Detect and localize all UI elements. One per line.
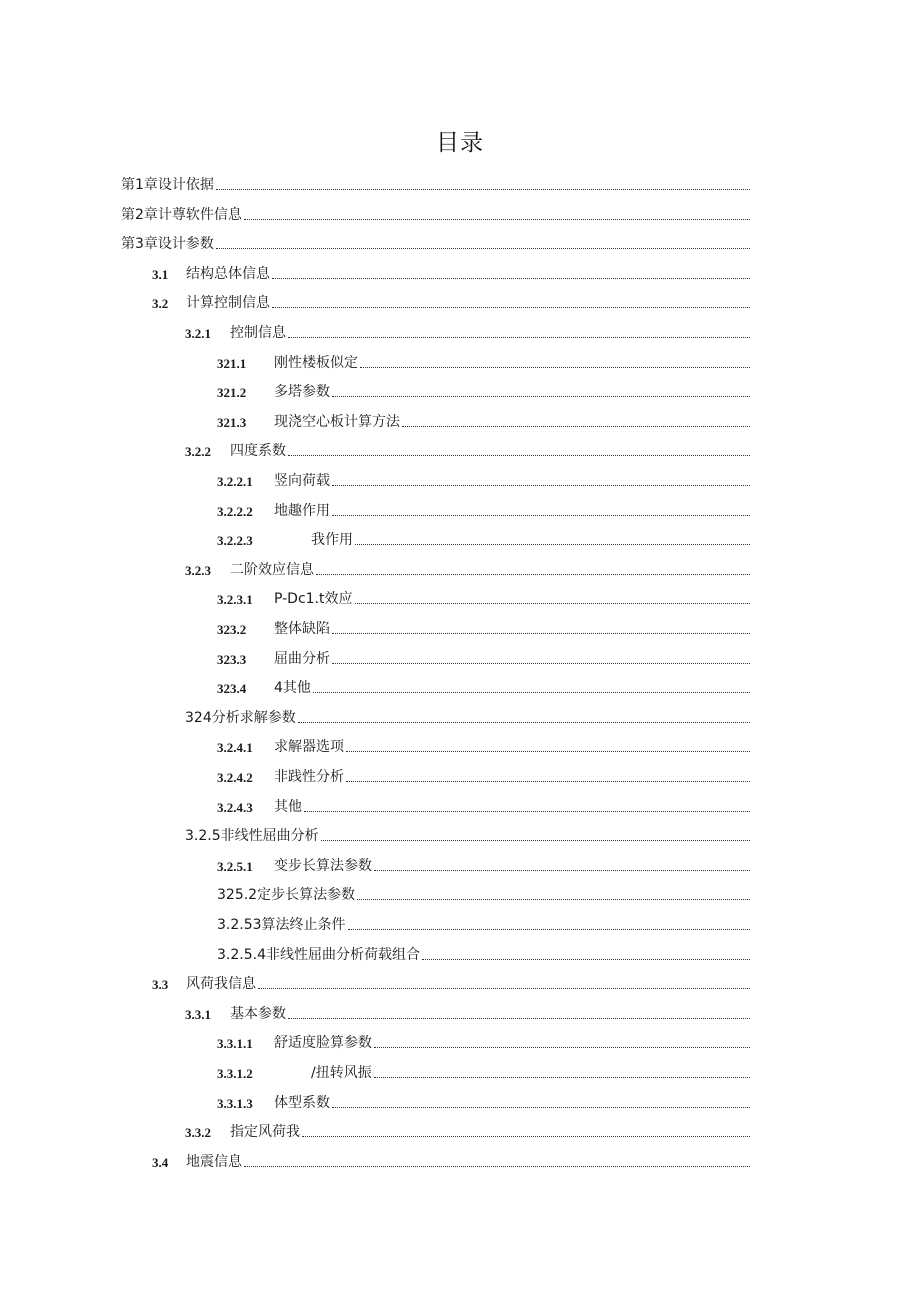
dot-leader [288,1017,750,1019]
toc-entry-number: 3.2.4.1 [217,740,253,756]
toc-entry[interactable] [185,434,750,460]
toc-entry[interactable] [121,168,750,194]
toc-entry[interactable] [152,257,750,283]
dot-leader [244,218,750,220]
toc-entry[interactable] [217,346,750,372]
toc-entry[interactable] [185,316,750,342]
toc-entry[interactable] [217,464,750,490]
toc-entry-title: 二阶效应信息 [230,561,314,578]
toc-entry-number: 3.3.1.1 [217,1036,253,1052]
toc-entry[interactable] [185,819,750,845]
dot-leader [321,839,750,841]
toc-entry[interactable] [217,612,750,638]
toc-entry-title: 3.2.5.4非线性屈曲分析荷载组合 [217,946,420,963]
toc-entry-number: 3.2.1 [185,326,211,341]
dot-leader [288,454,750,456]
toc-entry-number: 3.2 [152,296,169,312]
toc-entry-number: 3.4 [152,1154,169,1170]
toc-entry-number: 3.1 [152,266,169,282]
page-title: 目录 [436,130,484,156]
toc-entry[interactable] [217,878,750,904]
toc-entry[interactable] [152,286,750,312]
toc-entry[interactable] [217,494,750,520]
toc-entry[interactable] [217,1056,750,1082]
toc-entry[interactable] [185,553,750,579]
dot-leader [298,721,750,723]
dot-leader [374,869,750,871]
toc-entry-title: 控制信息 [230,325,286,341]
toc-entry-title: 舒适度脸算参数 [274,1035,372,1052]
toc-entry[interactable] [217,642,750,668]
dot-leader [272,277,750,279]
toc-entry-title: 3.2.53算法终止条件 [217,917,346,933]
toc-entry-title: 刚性楼板似定 [274,354,358,371]
dot-leader [258,987,750,989]
toc-entry-title: 第2章计尊软件信息 [121,206,242,223]
toc-entry[interactable] [217,730,750,756]
toc-entry-title: 其他 [274,798,302,815]
toc-entry-number: 3.2.4.3 [217,799,253,815]
dot-leader [302,1135,750,1137]
toc-entry[interactable] [217,760,750,786]
toc-entry-number: 3.2.2.2 [217,503,253,519]
toc-entry-title: 现浇空心板计算方法 [274,413,400,430]
toc-entry-title: 风荷我信息 [186,976,256,993]
toc-entry-title: 4其他 [274,680,311,697]
dot-leader [422,958,750,960]
toc-entry-title: 基本参数 [230,1005,286,1022]
toc-entry[interactable] [217,671,750,697]
toc-entry[interactable] [185,997,750,1023]
toc-entry-title: 指定风荷我 [230,1124,300,1141]
toc-entry-title: 3.2.5非线性屈曲分析 [185,828,319,845]
toc-entry-number: 323.2 [217,622,247,637]
dot-leader [244,1165,750,1167]
toc-entry-title: /扭转风振 [311,1065,372,1081]
dot-leader [304,810,750,812]
toc-entry-number: 3.2.4.2 [217,770,253,785]
toc-entry[interactable] [217,1086,750,1112]
dot-leader [374,1076,750,1078]
toc-entry-number: 3.2.3.1 [217,592,253,608]
dot-leader [374,1046,750,1048]
dot-leader [332,632,750,634]
toc-entry-number: 3.2.2.3 [217,533,253,549]
toc-entry-number: 3.2.3 [185,562,211,578]
dot-leader [402,425,750,427]
toc-entry[interactable] [152,1145,750,1171]
toc-entry-title: 竖向荷载 [274,473,330,489]
toc-entry[interactable] [217,908,750,934]
toc-entry-title: 地趣作用 [274,502,330,519]
dot-leader [332,514,750,516]
dot-leader [357,898,750,900]
toc-entry-number: 3.3 [152,977,169,993]
dot-leader [332,395,750,397]
toc-entry-number: 321.1 [217,355,247,371]
toc-entry-title: 结构总体信息 [186,265,270,282]
toc-entry[interactable] [185,701,750,727]
toc-entry[interactable] [121,198,750,224]
toc-entry-title: 求解器选项 [274,739,344,756]
dot-leader [360,366,750,368]
toc-entry[interactable] [217,938,750,964]
toc-entry[interactable] [217,790,750,816]
toc-entry-title: P-Dc1.t效应 [274,591,353,608]
toc-entry-title: 地震信息 [186,1153,242,1170]
toc-entry[interactable] [121,227,750,253]
toc-entry-title: 计算控制信息 [186,295,270,312]
toc-entry-title: 325.2定步长算法参数 [217,887,356,904]
toc-entry-title: 324分析求解参数 [185,709,296,726]
dot-leader [332,662,750,664]
toc-entry-number: 3.3.1.2 [217,1066,253,1081]
toc-entry-title: 多塔参数 [274,384,330,401]
toc-entry-title: 第3章设计参数 [121,236,214,253]
toc-entry-number: 321.2 [217,385,247,401]
dot-leader [348,928,750,930]
toc-entry-title: 我作用 [311,532,353,549]
dot-leader [346,780,750,782]
toc-entry-number: 3.3.2 [185,1125,211,1141]
toc-entry-number: 323.3 [217,651,247,667]
toc-entry-number: 323.4 [217,681,247,697]
toc-entry[interactable] [217,849,750,875]
dot-leader [288,336,750,338]
toc-entry[interactable] [217,582,750,608]
toc-entry-title: 第1章设计依据 [121,177,214,193]
toc-entry-title: 整体缺陷 [274,621,330,637]
dot-leader [332,484,750,486]
dot-leader [216,188,750,190]
toc-entry-title: 变步长算法参数 [274,857,372,874]
toc-entry-number: 321.3 [217,414,247,430]
toc-entry[interactable] [217,1026,750,1052]
toc-entry-number: 3.3.1 [185,1006,211,1022]
toc-entry-title: 屈曲分析 [274,650,330,667]
toc-entry[interactable] [185,1115,750,1141]
toc-entry-title: 非践性分析 [274,769,344,785]
dot-leader [216,247,750,249]
toc-entry-number: 3.2.2 [185,444,211,460]
toc-entry[interactable] [217,523,750,549]
toc-entry[interactable] [217,405,750,431]
dot-leader [355,602,750,604]
dot-leader [355,543,750,545]
toc-entry-number: 3.3.1.3 [217,1095,253,1111]
toc-entry[interactable] [152,967,750,993]
toc-entry[interactable] [217,375,750,401]
toc-entry-number: 3.2.2.1 [217,474,253,489]
dot-leader [313,691,750,693]
dot-leader [346,750,750,752]
toc-entry-title: 四度系数 [230,443,286,460]
dot-leader [316,573,750,575]
toc-entry-number: 3.2.5.1 [217,858,253,874]
toc-entry-title: 体型系数 [274,1094,330,1111]
dot-leader [332,1106,750,1108]
dot-leader [272,306,750,308]
